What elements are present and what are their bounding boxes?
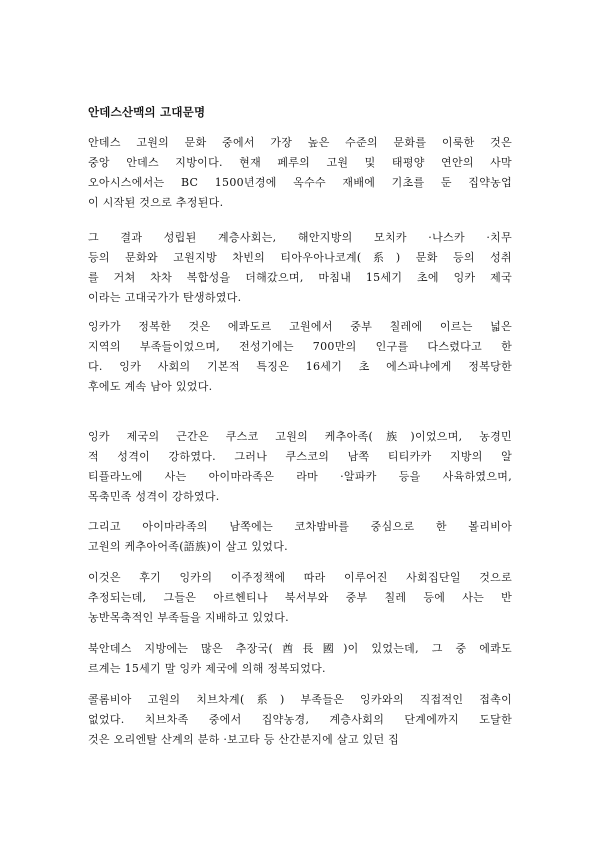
text-line: 다. 잉카 사회의 기본적 특징은 16세기 초 에스파냐에게 정복당한: [88, 360, 512, 373]
text-line: 지역의 부족들이었으며, 전성기에는 700만의 인구를 다스렸다고 한: [88, 340, 512, 353]
text-line: 추정되는데, 그들은 아르헨티나 북서부와 중부 칠레 등에 사는 반: [88, 591, 512, 604]
paragraph-6: [88, 568, 512, 628]
text-line: 없었다. 치브차족 중에서 집약농경, 계층사회의 단계에까지 도달한: [88, 713, 512, 726]
text-line: 오아시스에서는 BC 1500년경에 옥수수 재배에 기초를 둔 집약농업: [88, 176, 512, 189]
text-line: 이것은 후기 잉카의 이주정책에 따라 이루어진 사회집단일 것으로: [88, 571, 512, 584]
paragraph-4: [88, 427, 512, 507]
text-line: 잉카가 정복한 것은 에콰도르 고원에서 중부 칠레에 이르는 넓은: [88, 320, 512, 333]
text-line: 중앙 안데스 지방이다. 현재 페루의 고원 및 태평양 연안의 사막: [88, 156, 512, 169]
text-line: 이라는 고대국가가 탄생하였다.: [88, 291, 242, 304]
paragraph-5: [88, 517, 512, 557]
text-line: 티플라노에 사는 아이마라족은 라마 ·알파카 등을 사육하였으며,: [88, 470, 512, 483]
text-line: 안데스 고원의 문화 중에서 가장 높은 수준의 문화를 이룩한 것은: [88, 136, 512, 149]
text-line: 고원의 케추아어족(語族)이 살고 있었다.: [88, 540, 288, 553]
text-line: 를 거쳐 차차 복합성을 더해갔으며, 마침내 15세기 초에 잉카 제국: [88, 271, 512, 284]
paragraph-7: [88, 639, 512, 679]
paragraph-1: [88, 133, 512, 213]
text-line: 콜롬비아 고원의 치브차계(系) 부족들은 잉카와의 직접적인 접촉이: [88, 693, 512, 706]
text-line: 르계는 15세기 말 잉카 제국에 의해 정복되었다.: [88, 662, 326, 675]
text-line: 것은 오리엔탈 산계의 분하 ·보고타 등 산간분지에 살고 있던 집: [88, 733, 400, 746]
text-line: 잉카 제국의 근간은 쿠스코 고원의 케추아족(族)이었으며, 농경민: [88, 430, 512, 443]
text-line: 이 시작된 것으로 추정된다.: [88, 196, 224, 209]
text-line: 목축민족 성격이 강하였다.: [88, 490, 220, 503]
text-line: 북안데스 지방에는 많은 추장국(酋長國)이 있었는데, 그 중 에콰도: [88, 642, 512, 655]
paragraph-3: [88, 317, 512, 397]
text-line: 등의 문화와 고원지방 차빈의 티아우아나코계(系) 문화 등의 성취: [88, 251, 512, 264]
text-line: 농반목축적인 부족들을 지배하고 있었다.: [88, 611, 289, 624]
text-line: 그 결과 성립된 계층사회는, 해안지방의 모치카 ·나스카 ·치무: [88, 231, 512, 244]
paragraph-8: [88, 690, 512, 750]
text-line: 그리고 아이마라족의 남쪽에는 코차밤바를 중심으로 한 볼리비아: [88, 520, 512, 533]
document-title: 안데스산맥의 고대문명: [88, 105, 206, 119]
text-line: 후에도 계속 남아 있었다.: [88, 380, 213, 393]
paragraph-2: [88, 228, 512, 308]
text-line: 적 성격이 강하였다. 그러나 쿠스코의 남쪽 티티카카 지방의 알: [88, 450, 512, 463]
